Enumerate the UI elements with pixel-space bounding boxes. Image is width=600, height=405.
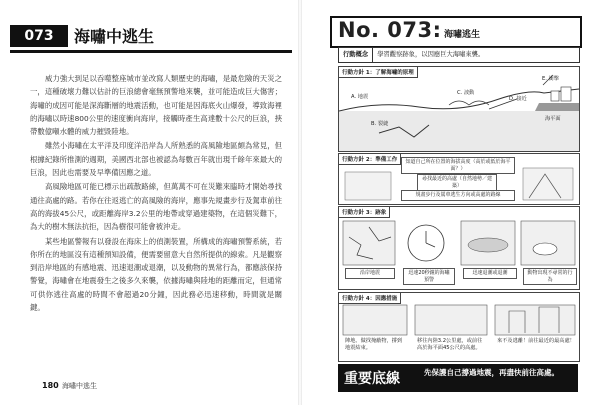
wave-ripple bbox=[449, 101, 489, 105]
chapter-rule bbox=[10, 50, 292, 53]
sign-warning: 迅速20秒鐘的海嘯預警 bbox=[403, 268, 455, 285]
paragraph: 威力強大到足以吞噬整座城市並改寫人類歷史的海嘯，是最危險的天災之一，這種破壞力難以估計的巨浪總會毫無預警地來襲，並可能造成巨大傷害；海嘯的成因可能是深海斷層的地震活動，也可能是因海底火山爆發，導致海裡的海嘯以時速800公里的速度衝向海岸，接觸時產生高達數十公尺的巨浪，挾帶數億噸水體的威力摧毀陸地。 bbox=[30, 74, 282, 137]
paragraph: 某些地區警報有以發設在海床上的偵測裝置，所構成的海嘯預警系統，若你所在的地區沒有這種預知設備，便需要留意大自然所提供的線索。凡是觀察到沿岸地區的有感地震、迅速退潮或退潮，以及動物的異常行為，都應該保持警覺，海嘯會在地震發生之後多久來襲，依據海嘯與陸地的距離而定，但通常可供你逃往高處的時間不會超過20分鐘，因此務必迅速移動，時間就是關鍵。 bbox=[30, 236, 282, 313]
label-earthquake: A. 地震 bbox=[351, 94, 369, 100]
concept-label: 行動概念 bbox=[339, 48, 373, 62]
entry-header bbox=[330, 16, 582, 48]
shore-land bbox=[535, 103, 579, 111]
evacuate-inland-icon bbox=[415, 305, 487, 335]
house-icon bbox=[551, 91, 559, 101]
label-approach: D. 接近 bbox=[509, 96, 527, 102]
response-quake: 陣地、做找掩蔽物，撐到地震結束。 bbox=[345, 338, 403, 351]
sign-earthquake: 沿岸地震 bbox=[345, 268, 395, 279]
panel-signs bbox=[338, 206, 580, 290]
take-cover-icon bbox=[343, 305, 407, 335]
panel-label: 行動方針 1：了解海嘯的原理 bbox=[339, 67, 418, 78]
sign-water-recedes: 迅速退潮或退潮 bbox=[463, 268, 517, 279]
label-wave: C. 波動 bbox=[457, 90, 475, 96]
prep-box-route: 規畫步行及駕車逃生方向或高處的路線 bbox=[401, 190, 515, 201]
building-icon bbox=[345, 172, 391, 200]
panel-label: 行動方針 3：跡象 bbox=[339, 207, 390, 218]
action-concept bbox=[338, 47, 580, 63]
panel-response bbox=[338, 292, 580, 362]
page-running-title: 海嘯中逃生 bbox=[62, 382, 97, 390]
panel-label: 行動方針 2：準備工作 bbox=[339, 154, 401, 165]
climb-high-icon bbox=[495, 305, 575, 335]
chapter-number-badge: 073 bbox=[10, 25, 68, 47]
response-high-ground: 來不及逃離！前往最近的最高處！ bbox=[497, 338, 575, 344]
chapter-title: 海嘯中逃生 bbox=[74, 27, 155, 46]
label-impact: E. 衝擊 bbox=[542, 76, 559, 82]
sign-animals: 動物出現不尋常的行為 bbox=[523, 268, 577, 285]
house-icon bbox=[561, 87, 571, 101]
body-text bbox=[30, 72, 282, 315]
panel-label: 行動方針 4：因應措施 bbox=[339, 293, 401, 304]
paragraph: 雖然小海嘯在太平洋及印度洋沿岸為人所熟悉的高風險地區頗為常見，但根據紀錄所推測的週期，美國西北部也被認為每數百年就出現千餘年來最大的巨浪，因此也需要及早準備因應之道。 bbox=[30, 141, 282, 178]
panel-understand-tsunami bbox=[338, 66, 580, 152]
response-evacuate: 移往內陸3.2公里處，或前往高於海平面45公尺的高處。 bbox=[417, 338, 483, 351]
page-gutter bbox=[298, 0, 302, 405]
entry-number: No. 073: bbox=[338, 18, 442, 42]
key-point-bar bbox=[338, 364, 578, 392]
page-number: 180 bbox=[42, 381, 59, 390]
entry-title: 海嘯逃生 bbox=[444, 30, 481, 40]
panel-preparation bbox=[338, 153, 580, 205]
prep-box-high-ground: 尋找最近的高處（自然地勢／建築） bbox=[417, 174, 497, 191]
prep-box-elevation: 知道自己所在位置的海拔高度（高於或低於海平面？） bbox=[401, 157, 515, 174]
concept-text: 學習觀察跡象，以因應巨大海嘯來襲。 bbox=[377, 51, 485, 58]
key-point-label: 重要底線 bbox=[344, 371, 400, 387]
key-point-text: 先保護自己撐過地震，再盡快前往高處。 bbox=[424, 368, 559, 377]
paragraph: 高風險地區可能已標示出疏散路線，但萬萬不可在災難來臨時才開始尋找通往高處的路。若你在往返逃亡的高風險的海岸，應事先規畫步行及駕車前往高的海拔45公尺，或距離海岸3.2公里的地帶或穿過建築物，在這個災難下，為大的樹木無法抗拒，因為樹很可能會被沖走。 bbox=[30, 182, 282, 232]
label-fault: B. 裂縫 bbox=[371, 121, 389, 127]
animal-behavior-icon bbox=[533, 243, 557, 255]
ocean-floor bbox=[339, 111, 579, 151]
label-sea-level: 海平面 bbox=[545, 116, 561, 122]
receding-water-icon bbox=[468, 238, 508, 252]
